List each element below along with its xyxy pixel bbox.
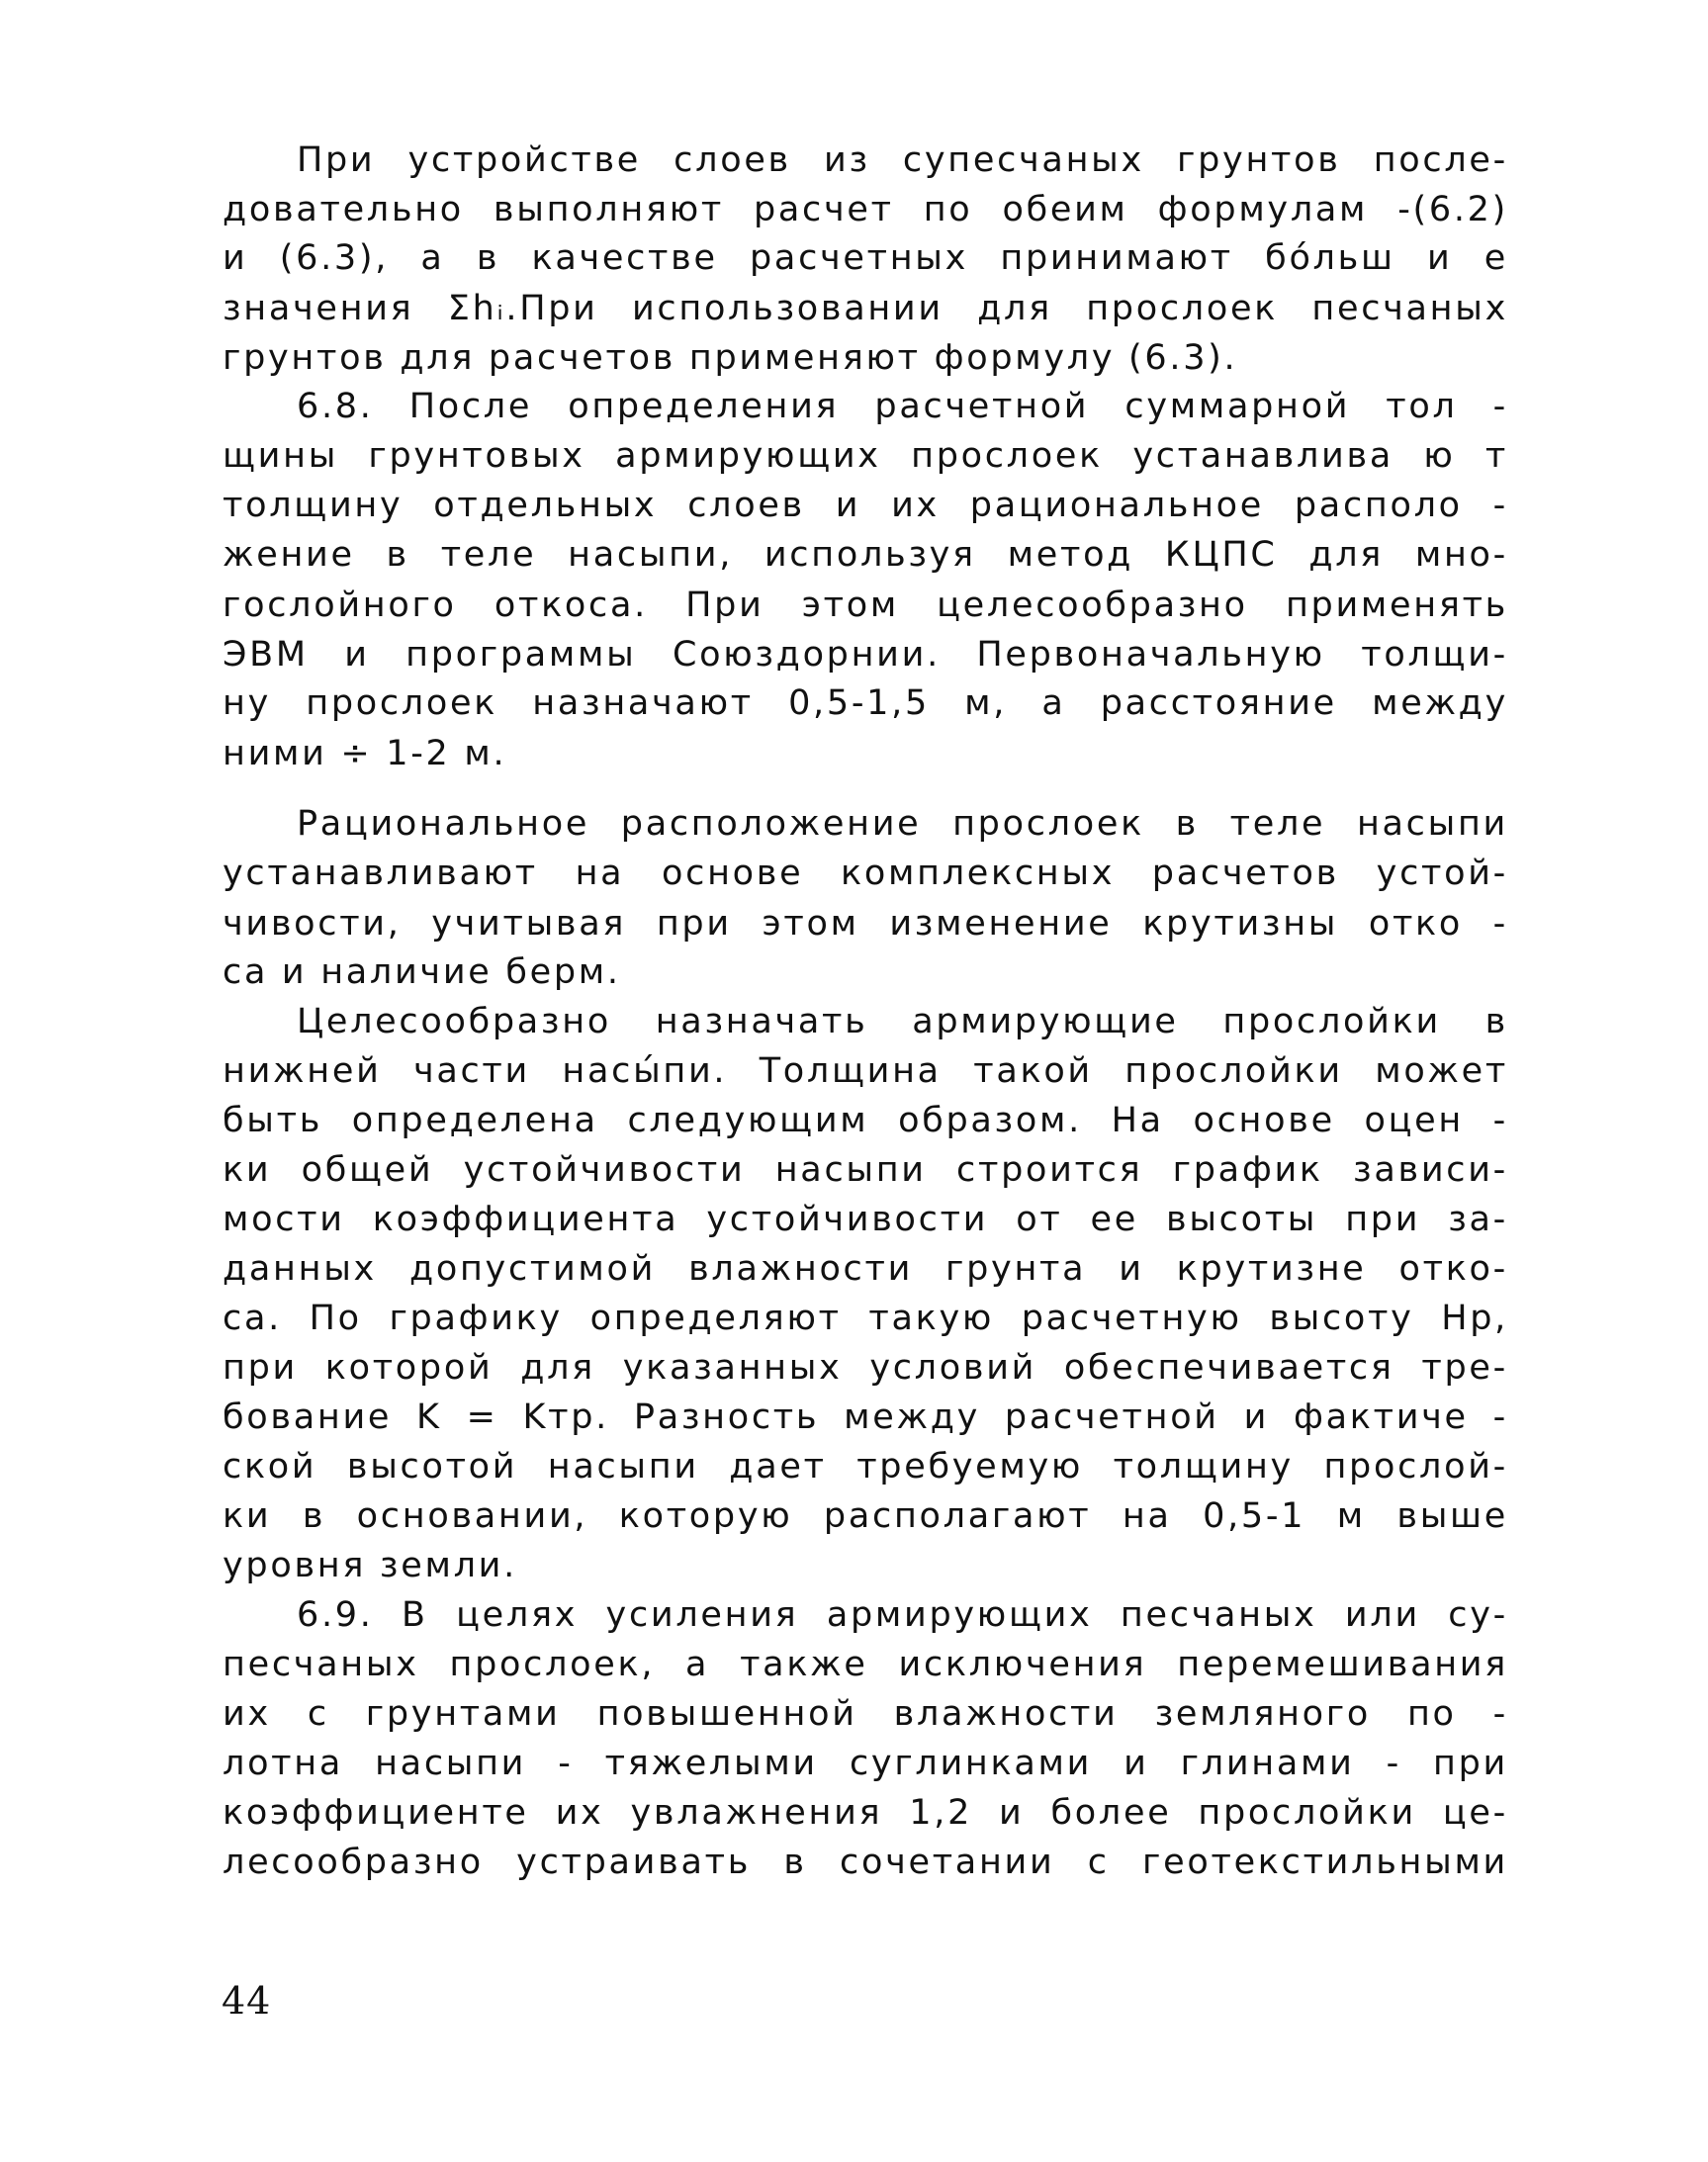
text-line-4: значения Σhᵢ.При использовании для прослоек песчаных (223, 289, 1508, 328)
text-line-6: 6.8. После определения расчетной суммарной тол - (297, 387, 1508, 426)
page-number: 44 (222, 1979, 272, 2023)
text-line-23: данных допустимой влажности грунта и крутизне отко- (223, 1249, 1508, 1289)
text-line-19: нижней части насы́пи. Толщина такой прослойки может (223, 1051, 1508, 1091)
text-line-35: лесообразно устраивать в сочетании с геотекстильными (223, 1843, 1508, 1882)
text-line-30: 6.9. В целях усиления армирующих песчаных или су- (297, 1595, 1508, 1635)
text-line-24: са. По графику определяют такую расчетную высоту Hр, (223, 1299, 1508, 1338)
text-line-12: ну прослоек назначают 0,5-1,5 м, а расстояние между (223, 683, 1508, 723)
text-line-27: ской высотой насыпи дает требуемую толщину прослой- (223, 1447, 1508, 1486)
text-line-21: ки общей устойчивости насыпи строится график зависи- (223, 1150, 1508, 1190)
text-line-16: чивости, учитывая при этом изменение крутизны отко - (223, 904, 1508, 944)
text-line-5: грунтов для расчетов применяют формулу (6.3). (223, 338, 1238, 378)
text-line-22: мости коэффициента устойчивости от ее высоты при за- (223, 1200, 1508, 1239)
text-line-15: устанавливают на основе комплексных расчетов устой- (223, 854, 1508, 893)
text-line-8: толщину отдельных слоев и их рациональное располо - (223, 486, 1508, 525)
text-line-34: коэффициенте их увлажнения 1,2 и более прослойки це- (223, 1793, 1508, 1833)
text-line-7: щины грунтовых армирующих прослоек устанавлива ю т (223, 436, 1508, 476)
text-line-20: быть определена следующим образом. На основе оцен - (223, 1101, 1508, 1140)
text-line-2: довательно выполняют расчет по обеим формулам -(6.2) (223, 190, 1508, 229)
text-line-11: ЭВМ и программы Союздорнии. Первоначальную толщи- (223, 635, 1508, 675)
text-line-25: при которой для указанных условий обеспечивается тре- (223, 1348, 1508, 1388)
text-line-13: ними ÷ 1-2 м. (223, 734, 507, 773)
text-line-29: уровня земли. (223, 1546, 517, 1585)
text-line-26: бование K = Kтр. Разность между расчетной и фактиче - (223, 1397, 1508, 1437)
text-line-1: При устройстве слоев из супесчаных грунтов после- (297, 140, 1508, 180)
text-line-31: песчаных прослоек, а также исключения перемешивания (223, 1645, 1508, 1684)
text-line-17: са и наличие берм. (223, 952, 621, 992)
text-line-18: Целесообразно назначать армирующие прослойки в (297, 1002, 1508, 1041)
text-line-14: Рациональное расположение прослоек в теле насыпи (297, 804, 1508, 844)
text-line-9: жение в теле насыпи, используя метод КЦПС для мно- (223, 535, 1508, 575)
text-line-3: и (6.3), а в качестве расчетных принимают бо́льш и е (223, 238, 1508, 278)
text-line-10: гослойного откоса. При этом целесообразно применять (223, 586, 1508, 625)
text-line-33: лотна насыпи - тяжелыми суглинками и глинами - при (223, 1744, 1508, 1783)
text-line-32: их с грунтами повышенной влажности земляного по - (223, 1694, 1508, 1734)
text-line-28: ки в основании, которую располагают на 0,5-1 м выше (223, 1496, 1508, 1536)
